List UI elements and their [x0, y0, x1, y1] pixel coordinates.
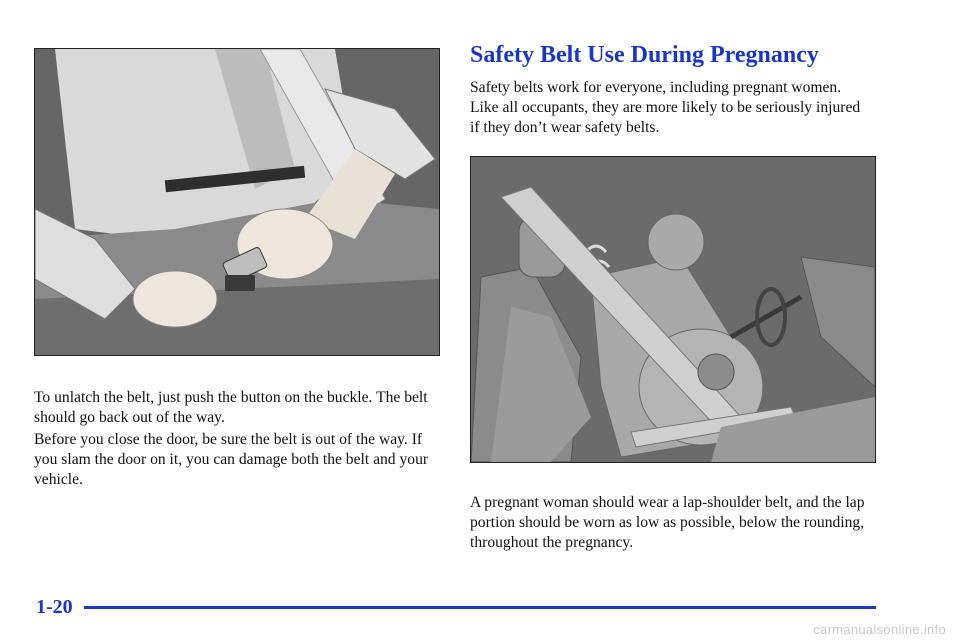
- footer-rule: [84, 606, 876, 609]
- page-number: 1-20: [36, 596, 73, 618]
- pregnancy-drawing: [471, 157, 875, 462]
- unlatch-paragraph: To unlatch the belt, just push the button on the buckle. The belt should go back out of the way.: [34, 389, 428, 426]
- section-heading: Safety Belt Use During Pregnancy: [470, 42, 819, 68]
- door-warning-paragraph: Before you close the door, be sure the belt is out of the way. If you slam the door on it, you can damage both the belt and your vehicle.: [34, 431, 429, 488]
- buckle-drawing: [35, 49, 439, 355]
- pregnancy-intro-paragraph: Safety belts work for everyone, including pregnant women. Like all occupants, they are more likely to be seriously injured if they don’t wear safety belts.: [470, 79, 861, 136]
- pregnant-occupant-illustration: [470, 156, 876, 463]
- lap-belt-guidance-paragraph: A pregnant woman should wear a lap-shoulder belt, and the lap portion should be worn as low as possible, below the rounding, throughout the pregnancy.: [470, 494, 865, 551]
- watermark-text: carmanualsonline.info: [813, 622, 946, 637]
- buckle-illustration: [34, 48, 440, 356]
